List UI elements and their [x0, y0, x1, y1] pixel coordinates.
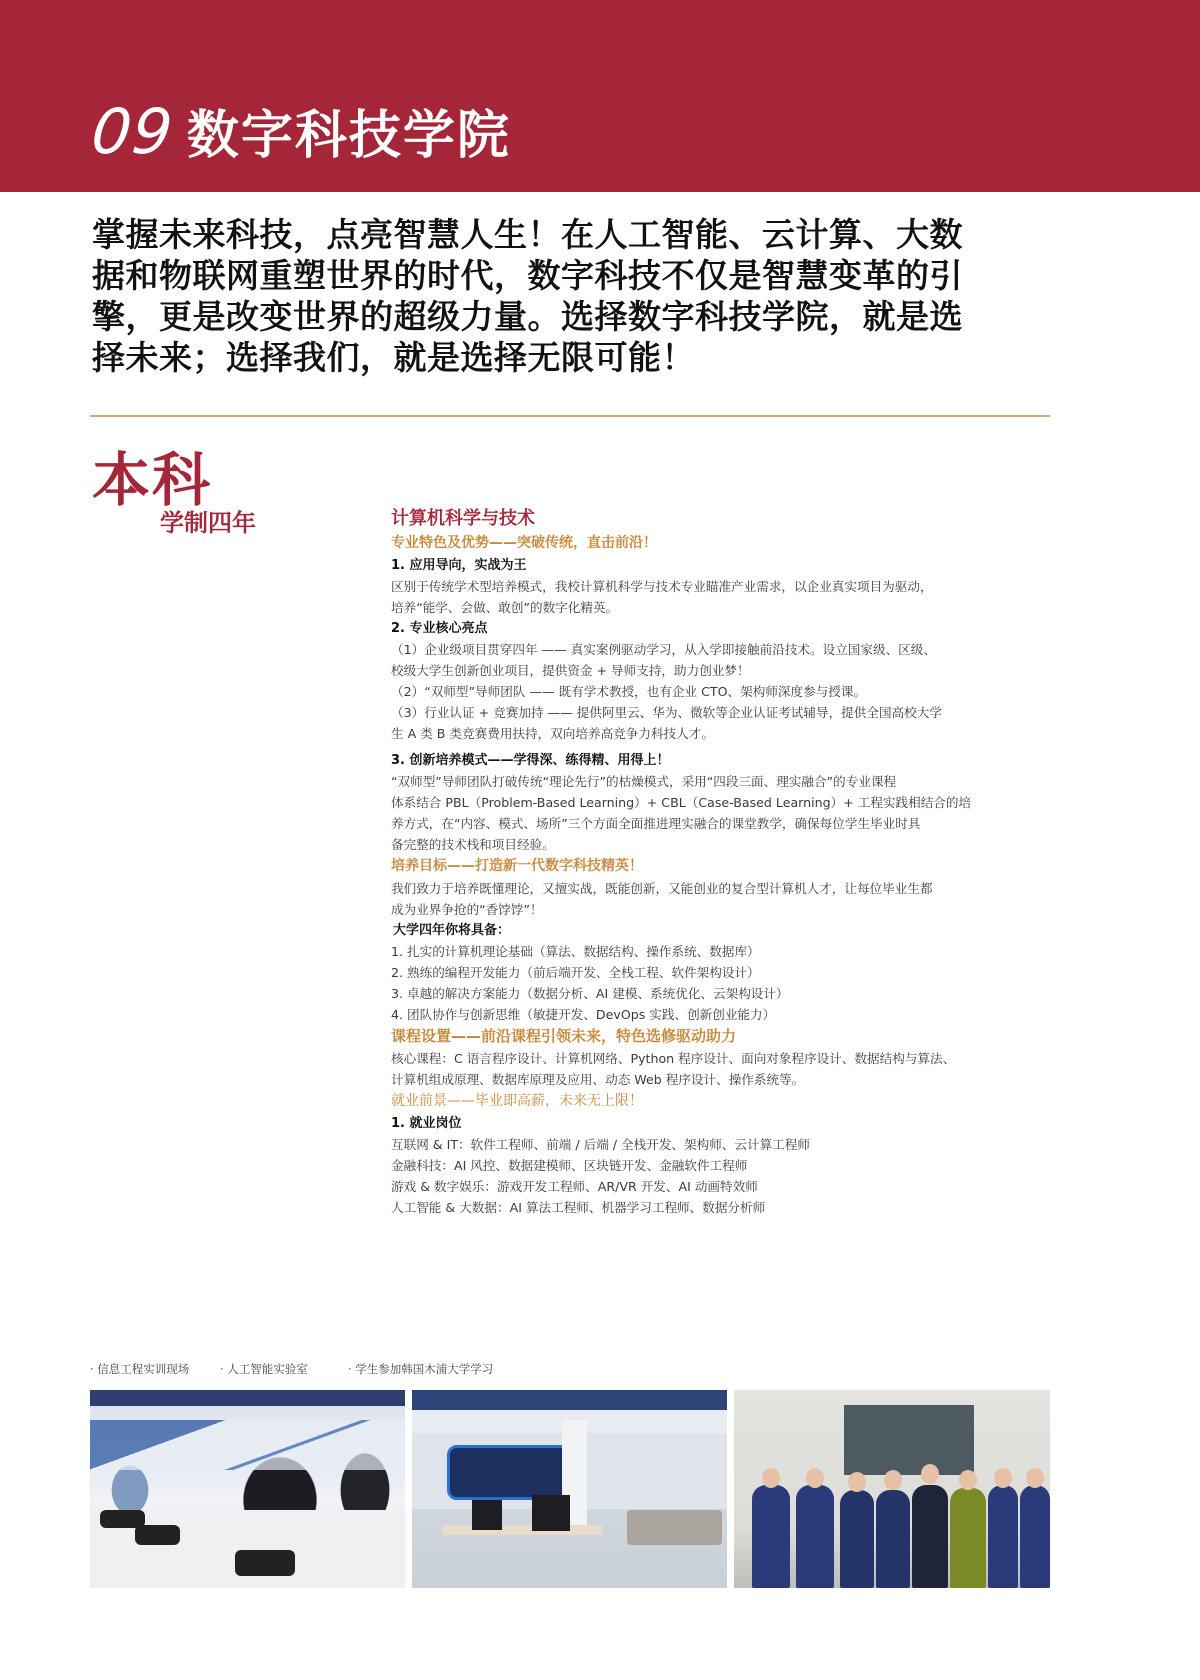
job-item: 游戏 & 数字娱乐：游戏开发工程师、AR/VR 开发、AI 动画特效师 [391, 1179, 758, 1194]
major-title: 计算机科学与技术 [391, 508, 535, 529]
intro-statement [92, 214, 1032, 378]
point3-title: 3. 创新培养模式——学得深、练得精、用得上！ [391, 753, 670, 768]
photo-person [840, 1490, 874, 1588]
courses-line: 计算机组成原理、数据库原理及应用、动态 Web 程序设计、操作系统等。 [391, 1072, 805, 1087]
careers-heading: 就业前景——毕业即高薪，未来无上限！ [391, 1093, 643, 1109]
photo-caption: · 学生参加韩国木浦大学学习 [348, 1362, 494, 1376]
degree-duration: 学制四年 [160, 509, 256, 537]
photo-3d-printer [532, 1495, 570, 1531]
photo-person-head [1026, 1468, 1044, 1488]
photo-person [796, 1485, 834, 1588]
photo-ai-lab [412, 1390, 727, 1588]
courses-heading: 课程设置——前沿课程引领未来，特色选修驱动助力 [391, 1027, 737, 1045]
point2-line: （2）“双师型”导师团队 —— 既有学术教授，也有企业 CTO、架构师深度参与授课。 [391, 684, 867, 699]
intro-line: 擎，更是改变世界的超级力量。选择数字科技学院，就是选 [92, 297, 963, 336]
skill-item: 4. 团队协作与创新思维（敏捷开发、DevOps 实践、创新创业能力） [391, 1007, 776, 1022]
photo-person-head [806, 1468, 824, 1488]
photo-person-head [994, 1468, 1012, 1488]
photo-person [988, 1485, 1018, 1588]
point1-line: 培养“能学、会做、敢创”的数字化精英。 [391, 600, 619, 615]
photo-person-head [762, 1468, 780, 1488]
photo-person-head [848, 1472, 866, 1492]
goals-heading: 培养目标——打造新一代数字科技精英！ [391, 858, 643, 874]
intro-line: 掌握未来科技，点亮智慧人生！在人工智能、云计算、大数 [92, 215, 963, 254]
photo-person [912, 1485, 948, 1588]
point2-line: 生 A 类 B 类竞赛费用扶持，双向培养高竞争力科技人才。 [391, 726, 714, 741]
intro-line: 据和物联网重塑世界的时代，数字科技不仅是智慧变革的引 [92, 256, 963, 295]
photo-wall-decor [90, 1420, 405, 1470]
skill-item: 1. 扎实的计算机理论基础（算法、数据结构、操作系统、数据库） [391, 944, 760, 959]
photo-person [950, 1488, 986, 1588]
features-heading: 专业特色及优势——突破传统，直击前沿！ [391, 535, 657, 551]
skills-title: 大学四年你将具备： [393, 923, 511, 938]
photo-person [1020, 1485, 1050, 1588]
photo-sofa [627, 1510, 722, 1545]
point3-line: 备完整的技术栈和项目经验。 [391, 837, 555, 852]
robot-car [135, 1525, 180, 1545]
intro-line: 择未来；选择我们，就是选择无限可能！ [92, 338, 695, 377]
job-item: 金融科技：AI 风控、数据建模师、区块链开发、金融软件工程师 [391, 1158, 748, 1173]
page-title [88, 95, 511, 168]
photo-caption: · 信息工程实训现场 [90, 1362, 190, 1376]
point2-line: （3）行业认证 + 竞赛加持 —— 提供阿里云、华为、微软等企业认证考试辅导，提供全国高校大学 [391, 705, 942, 720]
degree-level-title: 本科 [92, 446, 213, 514]
header-band [0, 0, 1200, 192]
photo-desk [442, 1525, 602, 1535]
photo-building-entrance [844, 1405, 974, 1475]
photo-person-head [921, 1464, 939, 1484]
goals-line: 我们致力于培养既懂理论，又擅实战，既能创新，又能创业的复合型计算机人才，让每位毕业生都 [391, 881, 933, 896]
point3-line: 体系结合 PBL（Problem-Based Learning）+ CBL（Case-Based Learning）+ 工程实践相结合的培 [391, 795, 972, 810]
point2-title: 2. 专业核心亮点 [391, 621, 488, 636]
photo-korea-study [734, 1390, 1050, 1588]
point3-line: 养方式，在“内容、模式、场所”三个方面全面推进理实融合的课堂教学，确保每位学生毕业时具 [391, 816, 921, 831]
photo-training-site [90, 1390, 405, 1588]
photo-person-head [959, 1470, 977, 1490]
major-content [391, 506, 1031, 1218]
section-number: 09 [88, 95, 177, 168]
photo-person [752, 1485, 790, 1588]
photo-caption: · 人工智能实验室 [220, 1362, 308, 1376]
point3-line: “双师型”导师团队打破传统“理论先行”的枯燥模式，采用“四段三面、理实融合”的专业课程 [391, 774, 897, 789]
college-name: 数字科技学院 [186, 106, 511, 166]
job-item: 互联网 & IT：软件工程师、前端 / 后端 / 全栈开发、架构师、云计算工程师 [391, 1137, 810, 1152]
jobs-title: 1. 就业岗位 [391, 1116, 462, 1131]
point1-line: 区别于传统学术型培养模式，我校计算机科学与技术专业瞄准产业需求，以企业真实项目为驱动， [391, 579, 933, 594]
point2-line: 校级大学生创新创业项目，提供资金 + 导师支持，助力创业梦！ [391, 663, 750, 678]
skill-item: 2. 熟练的编程开发能力（前后端开发、全栈工程、软件架构设计） [391, 965, 760, 980]
section-divider [90, 415, 1050, 417]
courses-line: 核心课程：C 语言程序设计、计算机网络、Python 程序设计、面向对象程序设计、数据结构与算法、 [391, 1051, 956, 1066]
photo-person-head [884, 1470, 902, 1490]
skill-item: 3. 卓越的解决方案能力（数据分析、AI 建模、系统优化、云架构设计） [391, 986, 789, 1001]
goals-line: 成为业界争抢的“香饽饽”！ [391, 902, 543, 917]
robot-car [235, 1550, 295, 1576]
photo-person [876, 1490, 910, 1588]
photo-captions [90, 1360, 1050, 1378]
photo-3d-printer [472, 1500, 502, 1530]
job-item: 人工智能 & 大数据：AI 算法工程师、机器学习工程师、数据分析师 [391, 1200, 766, 1215]
point1-title: 1. 应用导向，实战为王 [391, 558, 527, 573]
point2-line: （1）企业级项目贯穿四年 —— 真实案例驱动学习，从入学即接触前沿技术。设立国家级、区级、 [391, 642, 936, 657]
